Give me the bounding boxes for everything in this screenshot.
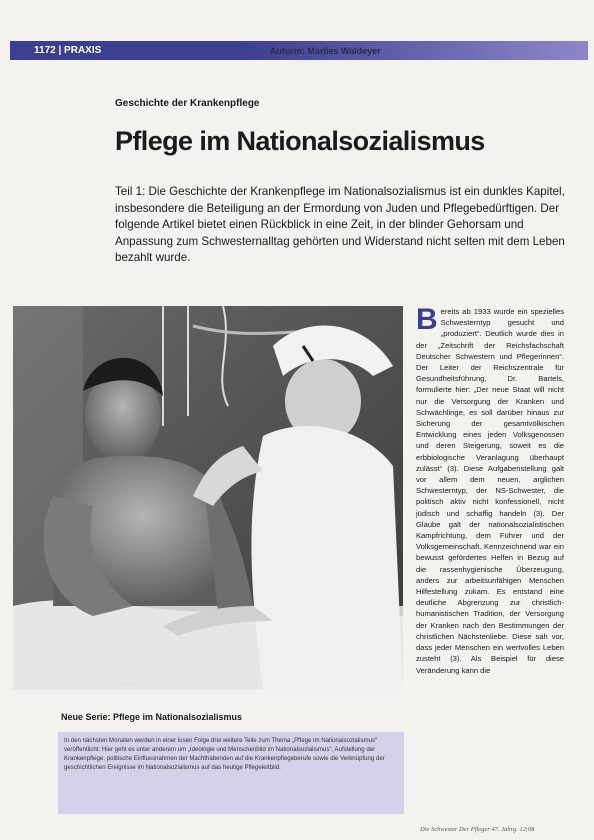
article-title: Pflege im Nationalsozialismus [115,126,485,156]
info-box-body: In den nächsten Monaten werden in einer losen Folge drei weitere Teile zum Thema „Pflege im Nationalsozialismus“ veröffentlicht. Hier geht es unter anderem um „Ideologie und Menschenbild im Nationalsozialismus“, Aufstellung der Krankenpflege, politische Einflussnahmen der Machthabenden auf die Krankenpflegeberufe sowie die Verknüpfung der geschichtlichen Ereignisse im Nationalsozialismus auf das heutige Pflegeleitbild. [58,732,404,814]
article-body-column: Bereits ab 1933 wurde ein spezielles Schwesterntyp gesucht und „produziert“. Deutlich wurde dies in der „Zeitschrift der Reichsfachschaft Deutscher Schwestern und Pflegerinnen“. Der Leiter der Reichszentrale für Gesundheitsführung, Dr. Bartels, formulierte hier: „Der neue Staat will nicht nur die Versorgung der Kranken und Schwächlinge, es soll darüber hinaus zur Sicherung der gesamtvölkischen Entwicklung eines jeden Volksgenossen und deren Steigerung, soweit es die erbbiologische Veranlagung überhaupt zulässt“ (3). Diese Aufgabenstellung galt vor allem dem neuen, arglichen Schwesterntyp, der NS-Schwester, die politisch aktiv nicht konfessionell, nicht jüdisch und schaffig handeln (3). Der Glaube galt der nationalsozialistischen Kampfrichtung, dem Führer und der Volksgemeinschaft. Kennzeichnend war ein bewusst gefördertes Helfen in Bezug auf die rassenhygienische Überzeugung, anders zur arbeitsunfähigen Menschen Hilfestellung zukam. Es entstand eine deutliche Abgrenzung zur christlich-humanistischen Tradition, der Versorgung der Kranken nach den Bestimmungen der christlichen Nächstenliebe. Diese sah vor, dass jeder Menschen ein wertvolles Leben zusteht (3). Als Beispiel für diese Veränderung kann die [416,303,564,675]
page-section-label: 1172 | PRAXIS [34,45,102,56]
header-bar [10,41,588,60]
article-lead: Teil 1: Die Geschichte der Krankenpflege im Nationalsozialismus ist ein dunkles Kapitel, insbesondere die Beteiligung an der Ermordung von Juden und Pflegebedürftigen. Der folgende Artikel bietet einen Rückblick in eine Zeit, in der blinder Gehorsam und Anpassung zum Schwesternalltag gehörten und Widerstand nicht selten mit dem Leben bezahlt wurde. [115,185,565,265]
nurse-with-patient-photo [13,306,403,690]
info-box-title: Neue Serie: Pflege im Nationalsozialismus [61,712,243,722]
photo-credit: Foto: dpa [114,681,136,687]
article-kicker: Geschichte der Krankenpflege [115,98,260,109]
page-footer: Die Schwester Der Pfleger 47. Jahrg. 12|08 [420,826,535,833]
author-label: Autorin: Marlies Waldeyer [270,45,381,56]
